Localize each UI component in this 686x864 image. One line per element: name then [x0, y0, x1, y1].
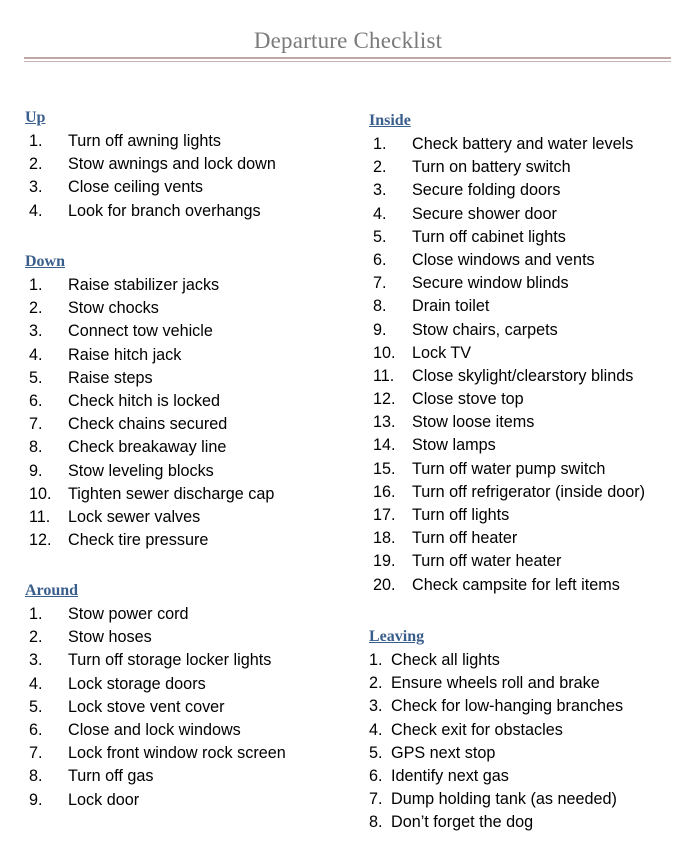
list-item: [25, 320, 345, 343]
list-item-number: 3.: [29, 178, 43, 197]
list-item: [369, 411, 679, 434]
list-item: [369, 434, 679, 457]
list-item: [25, 483, 345, 506]
list-item: [25, 696, 345, 719]
list-item: [25, 719, 345, 742]
list-item-number: 4.: [29, 201, 43, 220]
list-item: [25, 742, 345, 765]
list-item: [369, 481, 679, 504]
list-item-number: 15.: [373, 459, 396, 478]
list-item-text: Secure window blinds: [412, 274, 569, 293]
list-item-text: Look for branch overhangs: [68, 201, 261, 220]
list-item-number: 3.: [369, 697, 383, 716]
list-item-text: Secure folding doors: [412, 181, 561, 200]
list-item: [369, 504, 679, 527]
list-item: [25, 626, 345, 649]
list-item: [369, 695, 679, 718]
list-item-number: 7.: [29, 744, 43, 763]
section-up: [25, 107, 345, 223]
list-item-text: Close stove top: [412, 390, 524, 409]
list-item-text: Stow chocks: [68, 299, 159, 318]
list-item-text: Check breakaway line: [68, 438, 227, 457]
list-item-number: 6.: [29, 720, 43, 739]
list-item: [369, 272, 679, 295]
list-item-text: Check exit for obstacles: [391, 720, 563, 739]
list-item-text: Check campsite for left items: [412, 575, 620, 594]
list-item: [369, 226, 679, 249]
list-item-text: Check chains secured: [68, 415, 228, 434]
list-item-number: 5.: [29, 697, 43, 716]
list-item: [369, 319, 679, 342]
list-item: [369, 672, 679, 695]
list-item-number: 4.: [373, 204, 387, 223]
list-item-number: 2.: [369, 674, 383, 693]
list-item: [369, 365, 679, 388]
list-item-text: Close ceiling vents: [68, 178, 203, 197]
list-item-number: 7.: [373, 274, 387, 293]
list-item-text: Turn off water heater: [412, 552, 562, 571]
section-down: [25, 251, 345, 552]
list-item: [369, 527, 679, 550]
list-item: [25, 460, 345, 483]
list-item-text: Turn off awning lights: [68, 132, 221, 150]
section-heading-down: Down: [25, 253, 66, 270]
list-item-number: 4.: [369, 720, 383, 739]
list-item-text: Raise stabilizer jacks: [68, 276, 220, 294]
list-item-text: Check all lights: [391, 651, 500, 669]
list-item-text: Turn off water pump switch: [412, 459, 606, 478]
list-item-number: 3.: [373, 181, 387, 200]
list-item: [25, 765, 345, 788]
list-item-text: Lock stove vent cover: [68, 697, 225, 716]
list-item-number: 10.: [29, 484, 52, 503]
section-leaving: [369, 626, 679, 835]
list-item-number: 8.: [369, 813, 383, 832]
list-item: [25, 649, 345, 672]
list-item-number: 5.: [373, 227, 387, 246]
list-item-text: Don’t forget the dog: [391, 813, 534, 832]
checklist-inside: [369, 133, 679, 597]
list-item: [25, 390, 345, 413]
list-item: [25, 789, 345, 812]
list-item-number: 5.: [369, 743, 383, 762]
list-item: [25, 153, 345, 176]
list-item: [25, 367, 345, 390]
list-item-text: Turn off gas: [68, 767, 154, 786]
list-item-text: Lock sewer valves: [68, 507, 201, 526]
list-item-number: 6.: [369, 766, 383, 785]
title-divider: [24, 57, 671, 59]
list-item-number: 8.: [373, 297, 387, 316]
checklist-around: [25, 603, 345, 812]
list-item: [25, 297, 345, 320]
list-item-number: 1.: [373, 135, 387, 153]
list-item: [369, 649, 679, 672]
list-item-number: 17.: [373, 506, 396, 524]
list-item-number: 1.: [29, 276, 43, 294]
section-inside: [369, 110, 679, 597]
list-item-text: Close skylight/clearstory blinds: [412, 366, 634, 385]
list-item: [25, 603, 345, 626]
list-item: [369, 788, 679, 811]
section-heading-around: Around: [25, 582, 79, 599]
list-item: [25, 176, 345, 199]
list-item-number: 14.: [373, 436, 396, 455]
list-item-number: 9.: [373, 320, 387, 339]
document-title: Departure Checklist: [253, 28, 443, 53]
list-item: [369, 719, 679, 742]
checklist-up: [25, 130, 345, 223]
list-item-number: 11.: [29, 507, 51, 526]
list-item-number: 1.: [29, 605, 43, 623]
list-item-text: Stow lamps: [412, 436, 496, 455]
list-item-text: Drain toilet: [412, 297, 490, 316]
checklist-down: [25, 274, 345, 552]
list-item-text: Lock door: [68, 790, 140, 809]
list-item-number: 2.: [373, 158, 387, 177]
list-item-number: 3.: [29, 651, 43, 670]
list-item: [25, 529, 345, 552]
list-item-number: 18.: [373, 529, 396, 548]
list-item: [369, 811, 679, 834]
list-item-number: 9.: [29, 790, 43, 809]
list-item: [25, 274, 345, 297]
list-item-text: Lock TV: [412, 343, 472, 362]
list-item-number: 19.: [373, 552, 396, 571]
list-item-number: 7.: [369, 790, 383, 809]
list-item: [369, 179, 679, 202]
list-item-number: 6.: [29, 391, 43, 410]
list-item-text: Check battery and water levels: [412, 135, 634, 153]
list-item-text: Close and lock windows: [68, 720, 241, 739]
list-item-text: Tighten sewer discharge cap: [68, 484, 275, 503]
list-item: [25, 413, 345, 436]
list-item: [369, 342, 679, 365]
list-item: [25, 344, 345, 367]
title-divider-secondary: [24, 61, 671, 62]
list-item-text: Turn off storage locker lights: [68, 651, 272, 670]
list-item-text: Raise hitch jack: [68, 345, 182, 364]
list-item: [25, 436, 345, 459]
list-item-number: 2.: [29, 628, 43, 647]
list-item-number: 9.: [29, 461, 43, 480]
list-item-text: Turn off cabinet lights: [412, 227, 566, 246]
list-item-text: Turn off heater: [412, 529, 518, 548]
list-item-number: 10.: [373, 343, 396, 362]
section-heading-inside: Inside: [369, 112, 411, 129]
list-item-number: 5.: [29, 368, 43, 387]
list-item-number: 4.: [29, 674, 43, 693]
list-item-number: 11.: [373, 366, 395, 385]
list-item-text: Turn off refrigerator (inside door): [412, 482, 646, 501]
list-item: [369, 765, 679, 788]
list-item-number: 16.: [373, 482, 396, 501]
list-item-text: Stow leveling blocks: [68, 461, 214, 480]
list-item-number: 2.: [29, 299, 43, 318]
list-item: [369, 133, 679, 156]
list-item: [369, 458, 679, 481]
list-item-number: 1.: [369, 651, 383, 669]
list-item: [25, 200, 345, 223]
list-item-text: Stow awnings and lock down: [68, 155, 276, 174]
list-item-number: 1.: [29, 132, 43, 150]
list-item-number: 12.: [29, 531, 52, 550]
list-item-number: 13.: [373, 413, 396, 432]
list-item-text: Check for low-hanging branches: [391, 697, 624, 716]
list-item-text: Identify next gas: [391, 766, 509, 785]
list-item-number: 8.: [29, 767, 43, 786]
list-item-text: Secure shower door: [412, 204, 557, 223]
list-item-text: Stow chairs, carpets: [412, 320, 558, 339]
list-item-number: 2.: [29, 155, 43, 174]
list-item-number: 6.: [373, 250, 387, 269]
list-item: [369, 295, 679, 318]
list-item-text: Check hitch is locked: [68, 391, 221, 410]
list-item-text: Turn on battery switch: [412, 158, 571, 177]
list-item-number: 12.: [373, 390, 396, 409]
list-item: [369, 156, 679, 179]
section-around: [25, 580, 345, 812]
list-item: [369, 388, 679, 411]
list-item-text: Lock storage doors: [68, 674, 206, 693]
list-item: [369, 249, 679, 272]
list-item: [369, 203, 679, 226]
checklist-leaving: [369, 649, 679, 835]
list-item-text: Connect tow vehicle: [68, 322, 213, 341]
list-item-text: Stow power cord: [68, 605, 189, 623]
list-item-number: 20.: [373, 575, 396, 594]
list-item-number: 3.: [29, 322, 43, 341]
list-item-text: Ensure wheels roll and brake: [391, 674, 600, 693]
list-item: [369, 574, 679, 597]
list-item-text: Turn off lights: [412, 506, 510, 524]
list-item-text: Stow loose items: [412, 413, 535, 432]
section-heading-leaving: Leaving: [369, 628, 425, 645]
list-item: [25, 130, 345, 153]
section-heading-up: Up: [25, 109, 46, 126]
list-item-text: Close windows and vents: [412, 250, 595, 269]
list-item-number: 8.: [29, 438, 43, 457]
list-item-number: 4.: [29, 345, 43, 364]
list-item-text: GPS next stop: [391, 743, 496, 762]
list-item: [369, 550, 679, 573]
list-item: [25, 673, 345, 696]
list-item-text: Lock front window rock screen: [68, 744, 286, 763]
list-item: [369, 742, 679, 765]
list-item-text: Stow hoses: [68, 628, 152, 647]
list-item-text: Check tire pressure: [68, 531, 209, 550]
list-item-text: Dump holding tank (as needed): [391, 790, 617, 809]
list-item: [25, 506, 345, 529]
list-item-text: Raise steps: [68, 368, 153, 387]
list-item-number: 7.: [29, 415, 43, 434]
